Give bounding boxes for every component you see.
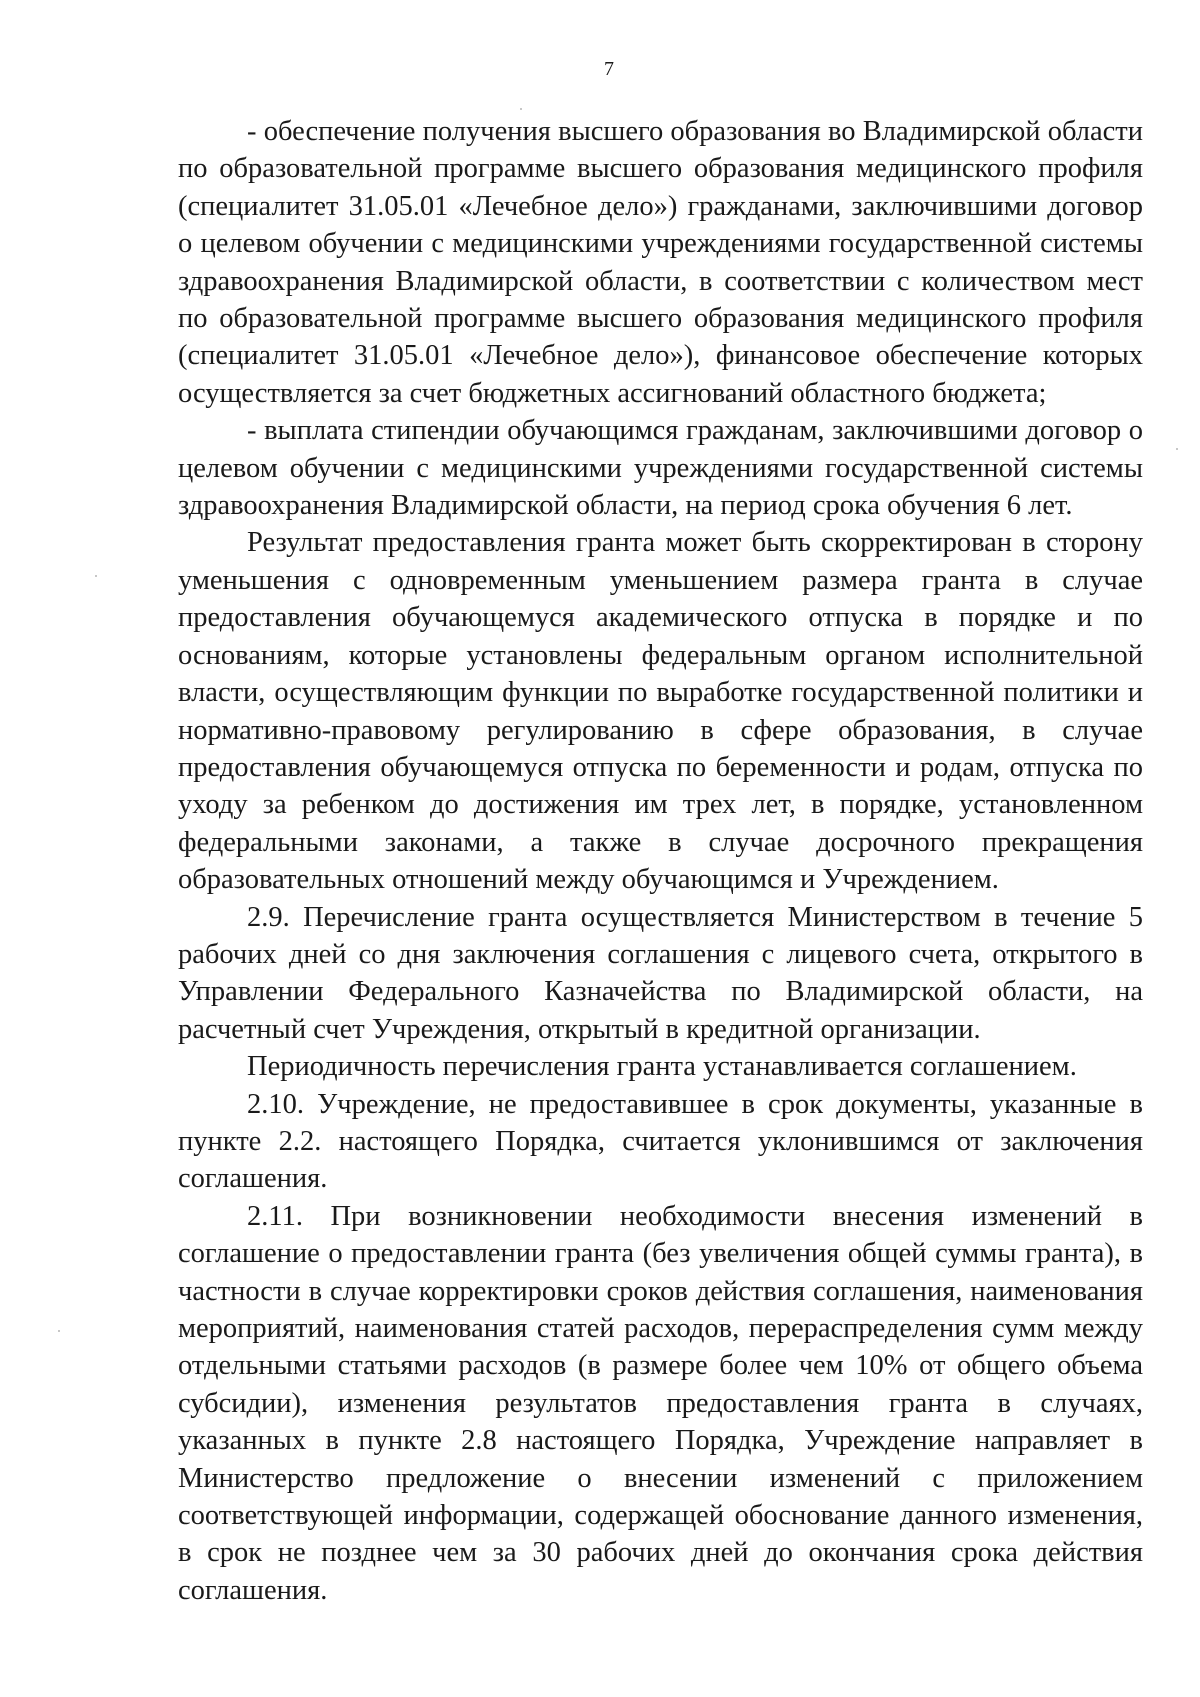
paragraph: 2.10. Учреждение, не предоставившее в срок документы, указанные в пункте 2.2. настоящего Порядка, считается уклонившимся от заключения соглашения. [178, 1088, 1143, 1195]
page-number: 7 [604, 58, 614, 80]
paragraph: - обеспечение получения высшего образования во Владимирской области по образовательной программе высшего образования медицинского профиля (специалитет 31.05.01 «Лечебное дело») гражданами, заключившими договор о целевом обучении с медицинскими учреждениями государственной системы здравоохранения Владимирской области, в соответствии с количеством мест по образовательной программе высшего образования медицинского профиля (специалитет 31.05.01 «Лечебное дело»), финансовое обеспечение которых осуществляется за счет бюджетных ассигнований областного бюджета; [178, 116, 1143, 409]
scan-speck [1176, 448, 1178, 450]
scan-speck [58, 1330, 60, 1332]
paragraph: - выплата стипендии обучающимся гражданам, заключившими договор о целевом обучении с медицинскими учреждениями государственной системы здравоохранения Владимирской области, на период срока обучения 6 лет. [178, 415, 1143, 522]
paragraph: 2.11. При возникновении необходимости внесения изменений в соглашение о предоставлении гранта (без увеличения общей суммы гранта), в частности в случае корректировки сроков действия соглашения, наименования мероприятий, наименования статей расходов, перераспределения сумм между отдельными статьями расходов (в размере более чем 10% от общего объема субсидии), изменения результатов предоставления гранта в случаях, указанных в пункте 2.8 настоящего Порядка, Учреждение направляет в Министерство предложение о внесении изменений с приложением соответствующей информации, содержащей обоснование данного изменения, в срок не позднее чем за 30 рабочих дней до окончания срока действия соглашения. [178, 1200, 1143, 1606]
scan-speck [95, 575, 97, 577]
paragraph: Результат предоставления гранта может быть скорректирован в сторону уменьшения с одновременным уменьшением размера гранта в случае предоставления обучающемуся академического отпуска в порядке и по основаниям, которые установлены федеральным органом исполнительной власти, осуществляющим функции по выработке государственной политики и нормативно-правовому регулированию в сфере образования, в случае предоставления обучающемуся отпуска по беременности и родам, отпуска по уходу за ребенком до достижения им трех лет, в порядке, установленном федеральными законами, а также в случае досрочного прекращения образовательных отношений между обучающимся и Учреждением. [178, 527, 1143, 896]
paragraph: Периодичность перечисления гранта устанавливается соглашением. [247, 1051, 1077, 1083]
paragraph: 2.9. Перечисление гранта осуществляется Министерством в течение 5 рабочих дней со дня заключения соглашения с лицевого счета, открытого в Управлении Федерального Казначейства по Владимирской области, на расчетный счет Учреждения, открытый в кредитной организации. [178, 901, 1143, 1045]
document-body [178, 113, 1143, 1609]
scan-speck [520, 108, 522, 110]
